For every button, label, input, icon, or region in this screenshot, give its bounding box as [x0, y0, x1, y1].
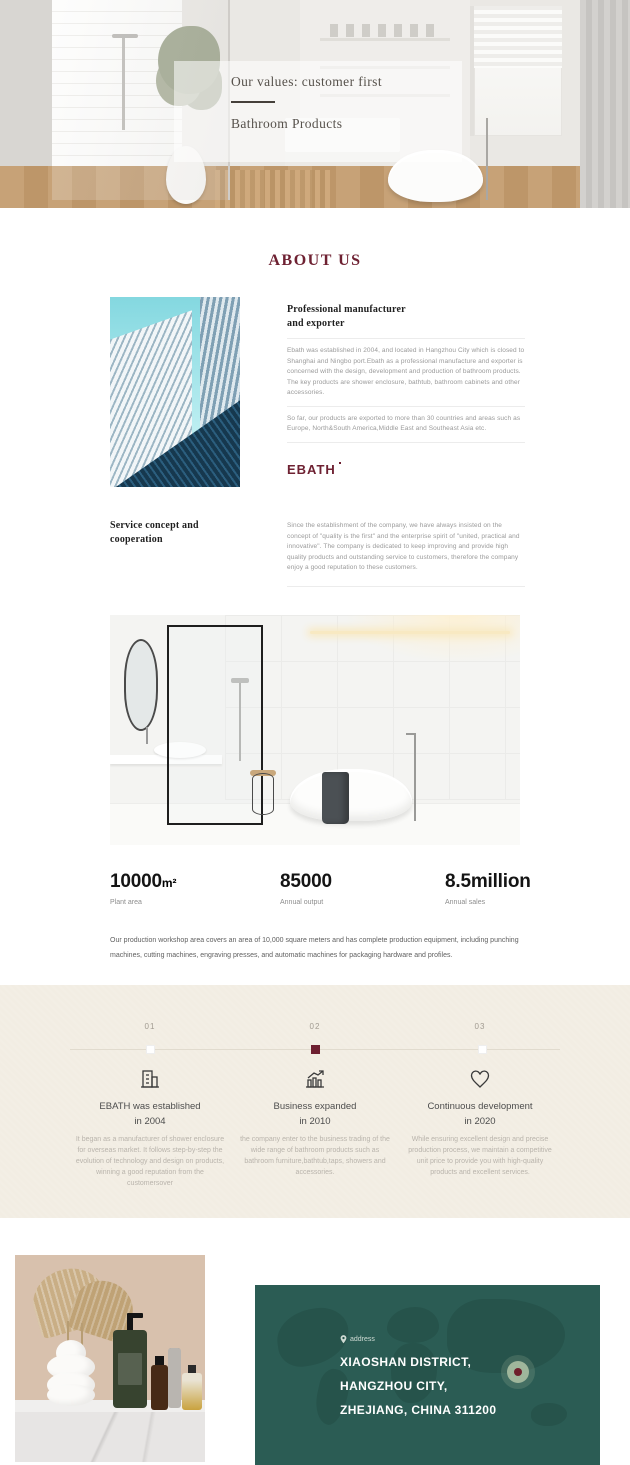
timeline-body: It began as a manufacturer of shower enclosure for overseas market. It follows step-by-step the evolution of technology and design on products, winning a good reputation from the customersover [75, 1136, 225, 1187]
timeline-item-2010 [225, 1022, 405, 1178]
timeline-body: While ensuring excellent design and precise production process, we maintain a competitive unit price to provide you with high-quality products and excellent services. [408, 1136, 552, 1176]
timeline-item-2020 [390, 1022, 570, 1178]
tub-faucet [414, 735, 416, 821]
divider [287, 338, 525, 339]
timeline-title-line1: EBATH was established [99, 1101, 201, 1112]
towel [322, 772, 349, 824]
location-pin-icon [340, 1335, 347, 1344]
hero-title: Our values: customer first [231, 74, 382, 89]
stat-value: 8.5million [445, 871, 531, 892]
hero-shelf-items [330, 24, 440, 37]
sculptural-vase [47, 1340, 95, 1406]
stat-annual-sales [445, 871, 531, 906]
basin-tap [146, 727, 148, 744]
mirror [124, 639, 158, 731]
bathtub [290, 769, 412, 821]
about-buildings-image [110, 297, 240, 487]
manufacturer-paragraph-2: So far, our products are exported to more than 30 countries and areas such as Europe, North&South America,Middle East and Southeast Asia etc. [287, 414, 521, 432]
perfume-bottle [182, 1373, 202, 1410]
marble-plinth [15, 1412, 205, 1462]
timeline-title-line2: in 2004 [134, 1116, 166, 1127]
side-table [252, 773, 274, 815]
about-manufacturer-block [287, 303, 525, 479]
manufacturer-paragraph-1: Ebath was established in 2004, and located in Hangzhou City which is closed to Shanghai and Ningbo port.Ebath as a professional manufacture and exporter is concerned with the design, development and production of bathroom products. The key products are shower enclosure, bathtub, bathroom cabinets and other accessories. [287, 347, 525, 396]
building-icon [60, 1067, 240, 1091]
service-block [287, 521, 525, 587]
hero-image [0, 0, 630, 208]
timeline-title-line1: Continuous development [427, 1101, 533, 1112]
product-photo [15, 1255, 205, 1462]
timeline-item-2004 [60, 1022, 240, 1189]
address-line-3: ZHEJIANG, CHINA 311200 [340, 1403, 497, 1417]
manufacturer-title-line1: Professional manufacturer [287, 304, 406, 315]
stat-label: Plant area [110, 899, 142, 906]
hero-tub-faucet [486, 118, 488, 200]
workshop-description: Our production workshop area covers an area of 10,000 square meters and has complete production equipment, including punching machines, cutting machines, engraving presses, and automatic machines for packaging hardware and profiles. [110, 937, 519, 959]
stat-plant-area [110, 871, 177, 906]
timeline-body: the company enter to the business trading of the wide range of bathroom products such as bathroom furniture,bathtub,taps, showers and accessories. [240, 1136, 390, 1176]
growth-chart-icon [225, 1067, 405, 1091]
map-marker-icon [507, 1361, 529, 1383]
shower-glass-frame [167, 625, 263, 825]
service-title-line2: cooperation [110, 534, 163, 545]
hero-wood-mat [215, 170, 330, 208]
cosmetic-tube [168, 1348, 181, 1408]
about-heading: ABOUT US [268, 252, 362, 269]
heart-icon [390, 1067, 570, 1091]
stat-label: Annual sales [445, 899, 486, 906]
address-label: address [350, 1336, 375, 1343]
hero-curtain [580, 0, 630, 208]
hero-shelves [320, 38, 450, 41]
address-line-1: XIAOSHAN DISTRICT, [340, 1355, 472, 1369]
service-title-line1: Service concept and [110, 520, 199, 531]
address-map-card [255, 1285, 600, 1465]
cove-light [310, 631, 510, 634]
stat-value: 10000 [110, 871, 162, 892]
timeline-step-number: 01 [144, 1022, 156, 1031]
hero-blinds [474, 6, 562, 68]
stat-label: Annual output [280, 899, 324, 906]
hero-divider [231, 101, 275, 103]
timeline-step-number: 02 [309, 1022, 321, 1031]
stat-value: 85000 [280, 871, 332, 892]
timeline-title-line1: Business expanded [273, 1101, 357, 1112]
address-block [340, 1335, 496, 1422]
timeline-step-number: 03 [474, 1022, 486, 1031]
bottle-label [118, 1353, 142, 1385]
hero-subtitle: Bathroom Products [231, 116, 343, 131]
address-line-2: HANGZHOU CITY, [340, 1379, 448, 1393]
service-paragraph: Since the establishment of the company, we have always insisted on the concept of "quality is the first" and the enterprise spirit of "united, practical and innovative". The company is dedicated to keep improving and provide high quality products and outstanding service to customers, therefore the company enjoy a good reputation to these customers. [287, 522, 520, 571]
bathroom-showcase-image [110, 615, 520, 845]
divider [287, 442, 525, 443]
tub-faucet-spout [406, 733, 416, 735]
stat-unit: m² [161, 876, 177, 890]
amber-bottle [151, 1365, 168, 1410]
timeline-title-line2: in 2010 [299, 1116, 331, 1127]
service-title [110, 519, 285, 547]
stat-annual-output [280, 871, 332, 906]
hero-overlay [174, 61, 462, 162]
brand-logo: EBATH [287, 461, 336, 477]
manufacturer-title-line2: and exporter [287, 318, 345, 329]
divider [287, 406, 525, 407]
ceiling-glow [280, 615, 520, 675]
world-map-shape [531, 1403, 567, 1426]
timeline-title-line2: in 2020 [464, 1116, 496, 1127]
